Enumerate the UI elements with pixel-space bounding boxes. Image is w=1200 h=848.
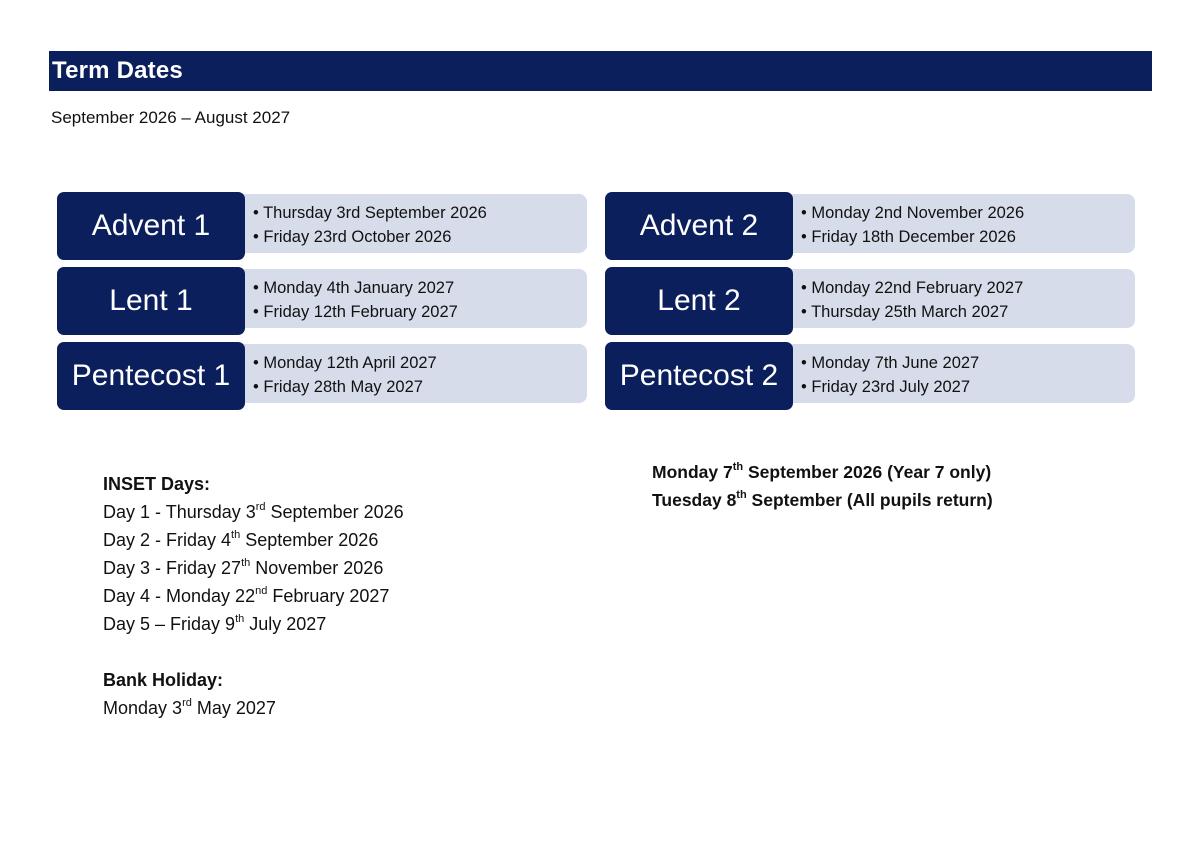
note-year-7-start xyxy=(652,458,993,486)
header-bar xyxy=(49,51,1152,91)
term-start-date: • Monday 2nd November 2026 xyxy=(801,204,1025,222)
ordinal-suffix: rd xyxy=(182,697,192,709)
term-dates xyxy=(785,344,1135,403)
inset-day-2 xyxy=(103,526,404,554)
term-end-date: • Thursday 25th March 2027 xyxy=(801,303,1009,321)
note-text: September 2026 (Year 7 only) xyxy=(743,462,992,482)
ordinal-suffix: th xyxy=(235,613,245,625)
term-row-advent-1 xyxy=(57,192,588,260)
term-dates xyxy=(785,194,1135,253)
inset-days-section xyxy=(103,470,404,722)
page-title: Term Dates xyxy=(52,57,183,84)
term-dates xyxy=(785,269,1135,328)
inset-day-text: Day 5 – Friday 9 xyxy=(103,614,236,634)
term-start-date: • Monday 22nd February 2027 xyxy=(801,279,1024,297)
note-text: Monday 7 xyxy=(652,462,733,482)
ordinal-suffix: th xyxy=(231,529,241,541)
term-label: Lent 1 xyxy=(57,267,245,335)
academic-year-subtitle: September 2026 – August 2027 xyxy=(51,108,291,127)
ordinal-suffix: th xyxy=(736,489,747,502)
term-end-date: • Friday 23rd July 2027 xyxy=(801,378,971,396)
terms-column-left xyxy=(57,192,588,417)
term-label: Advent 2 xyxy=(605,192,793,260)
note-all-pupils-return xyxy=(652,486,993,514)
inset-heading: INSET Days: xyxy=(103,474,211,494)
term-label: Pentecost 1 xyxy=(57,342,245,410)
term-label: Advent 1 xyxy=(57,192,245,260)
inset-day-text: Day 1 - Thursday 3 xyxy=(103,502,256,522)
note-text: Tuesday 8 xyxy=(652,490,737,510)
inset-day-1 xyxy=(103,498,404,526)
term-row-lent-2 xyxy=(605,267,1136,335)
term-end-date: • Friday 28th May 2027 xyxy=(253,378,423,396)
term-row-lent-1 xyxy=(57,267,588,335)
ordinal-suffix: th xyxy=(732,461,744,474)
inset-day-text: Day 2 - Friday 4 xyxy=(103,530,232,550)
return-dates-notes xyxy=(652,458,993,514)
inset-day-text: September 2026 xyxy=(240,530,379,550)
ordinal-suffix: rd xyxy=(255,501,266,513)
term-row-advent-2 xyxy=(605,192,1136,260)
section-spacer xyxy=(103,638,404,666)
inset-day-text: September 2026 xyxy=(265,502,404,522)
inset-day-text: Day 3 - Friday 27 xyxy=(103,558,242,578)
inset-day-4 xyxy=(103,582,404,610)
term-end-date: • Friday 23rd October 2026 xyxy=(253,228,452,246)
inset-day-3 xyxy=(103,554,404,582)
inset-day-text: November 2026 xyxy=(250,558,384,578)
term-row-pentecost-1 xyxy=(57,342,588,410)
ordinal-suffix: th xyxy=(241,557,251,569)
term-dates xyxy=(237,344,587,403)
ordinal-suffix: nd xyxy=(255,585,268,597)
term-row-pentecost-2 xyxy=(605,342,1136,410)
inset-day-text: Day 4 - Monday 22 xyxy=(103,586,256,606)
term-label: Pentecost 2 xyxy=(605,342,793,410)
term-start-date: • Monday 12th April 2027 xyxy=(253,354,437,372)
term-dates xyxy=(237,194,587,253)
inset-day-5 xyxy=(103,610,404,638)
inset-day-text: February 2027 xyxy=(267,586,390,606)
term-start-date: • Monday 7th June 2027 xyxy=(801,354,980,372)
term-end-date: • Friday 18th December 2026 xyxy=(801,228,1016,246)
term-start-date: • Thursday 3rd September 2026 xyxy=(253,204,487,222)
term-label: Lent 2 xyxy=(605,267,793,335)
bank-holiday-text: Monday 3 xyxy=(103,698,183,718)
bank-holiday-date xyxy=(103,694,404,722)
terms-column-right xyxy=(605,192,1136,417)
bank-holiday-heading: Bank Holiday: xyxy=(103,670,224,690)
note-text: September (All pupils return) xyxy=(746,490,993,510)
bank-holiday-text: May 2027 xyxy=(191,698,276,718)
term-dates xyxy=(237,269,587,328)
term-start-date: • Monday 4th January 2027 xyxy=(253,279,455,297)
inset-day-text: July 2027 xyxy=(244,614,327,634)
term-end-date: • Friday 12th February 2027 xyxy=(253,303,458,321)
